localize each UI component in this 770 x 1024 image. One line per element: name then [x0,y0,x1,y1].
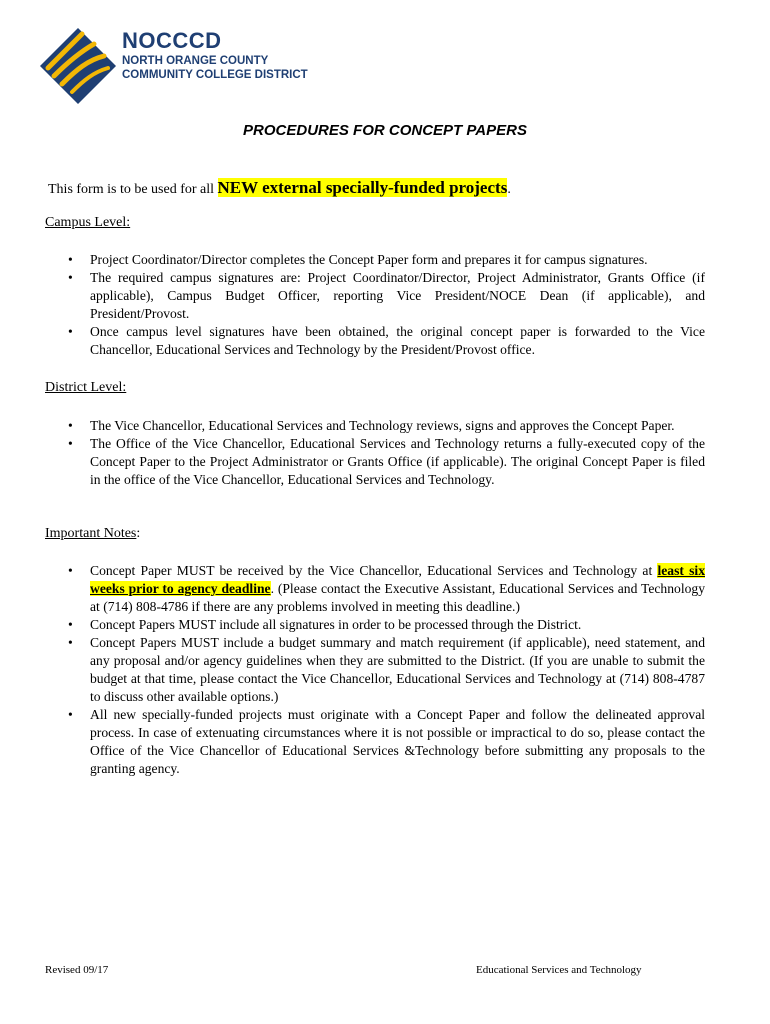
important-notes-list [45,562,705,778]
bullet-icon: • [68,252,73,267]
logo-text [122,28,308,82]
deadline-highlight: least six weeks prior to agency deadline [90,563,705,596]
bullet-icon: • [68,617,73,632]
campus-level-list [45,251,705,359]
list-item: • Concept Paper MUST be received by the Vice Chancellor, Educational Services and Technology at least six weeks prior to agency deadline. (Please contact the Executive Assistant, Educational Services and Technology at (714) 808-4786 if there are any problems involved in meeting this deadline.) [68,563,705,614]
bullet-icon: • [68,563,73,578]
list-item: • Project Coordinator/Director completes the Concept Paper form and prepares it for campus signatures. [68,252,648,267]
footer-department: Educational Services and Technology [476,964,642,976]
district-logo [38,26,308,106]
important-notes-heading: Important Notes: [45,526,141,541]
list-item: • Concept Papers MUST include a budget summary and match requirement (if applicable), need statement, and any proposal and/or agency guidelines when they are submitted to the District. (If you are unable to submit the budget at that time, please contact the Vice Chancellor, Educational Services and Technology at (714) 808-4787 to discuss other available options.) [68,635,705,704]
campus-level-heading: Campus Level: [45,215,131,230]
bullet-icon: • [68,418,73,433]
bullet-icon: • [68,707,73,722]
intro-suffix: . [507,182,511,197]
bullet-icon: • [68,635,73,650]
logo-line-2: COMMUNITY COLLEGE DISTRICT [122,69,308,81]
bullet-icon: • [68,324,73,339]
bullet-icon: • [68,436,73,451]
district-level-heading: District Level: [45,380,127,395]
intro-line [48,178,511,198]
list-item: • The Office of the Vice Chancellor, Educational Services and Technology returns a fully-executed copy of the Concept Paper to the Project Administrator or Grants Office (if applicable). The original Concept Paper is filed in the office of the Vice Chancellor, Educational Services and Technology. [68,436,705,487]
bullet-icon: • [68,270,73,285]
logo-abbr: NOCCCD [122,28,222,53]
intro-prefix: This form is to be used for all [48,182,218,197]
nocccd-emblem-icon [38,26,118,106]
list-item: • The required campus signatures are: Project Coordinator/Director, Project Administrator, Grants Office (if applicable), Campus Budget Officer, reporting Vice President/NOCE Dean (if applicable), and President/Provost. [68,270,705,321]
logo-line-1: NORTH ORANGE COUNTY [122,55,269,67]
intro-highlight: NEW external specially-funded projects [217,178,508,197]
page-title: PROCEDURES FOR CONCEPT PAPERS [243,122,527,139]
list-item: • Concept Papers MUST include all signatures in order to be processed through the District. [68,617,582,632]
district-level-list [45,417,705,489]
list-item: • The Vice Chancellor, Educational Services and Technology reviews, signs and approves the Concept Paper. [68,418,675,433]
footer-revised: Revised 09/17 [45,964,109,976]
list-item: • All new specially-funded projects must originate with a Concept Paper and follow the delineated approval process. In case of extenuating circumstances where it is not possible or impractical to do so, please contact the Office of the Vice Chancellor of Educational Services &Technology before submitting any proposals to the granting agency. [68,707,705,776]
list-item: • Once campus level signatures have been obtained, the original concept paper is forwarded to the Vice Chancellor, Educational Services and Technology by the President/Provost office. [68,324,705,357]
